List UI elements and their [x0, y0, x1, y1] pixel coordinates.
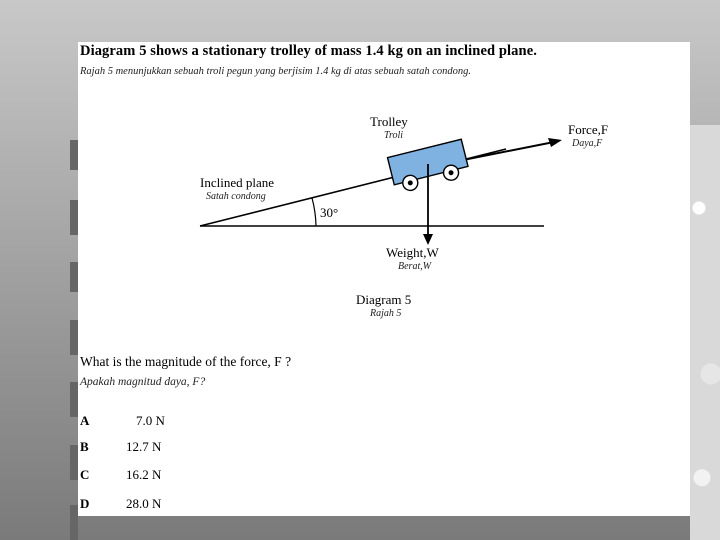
decorative-stripe [70, 382, 78, 417]
option-letter: A [80, 413, 90, 428]
decorative-stripe [70, 140, 78, 170]
force-arrow-line [458, 142, 554, 161]
option-letter: C [80, 467, 90, 482]
trolley-label: Trolley [370, 114, 408, 129]
question-title-malay: Rajah 5 menunjukkan sebuah troli pegun yang berjisim 1.4 kg di atas sebuah satah condong. [80, 66, 471, 77]
weight-arrowhead [423, 234, 433, 245]
angle-label: 30° [320, 205, 339, 220]
decorative-stripe [70, 200, 78, 235]
angle-arc [312, 198, 316, 226]
decorative-stripe [70, 262, 78, 292]
option-value: 12.7 N [126, 439, 162, 454]
question-prompt-malay: Apakah magnitud daya, F? [80, 376, 206, 388]
diagram-caption: Diagram 5 [356, 292, 412, 307]
question-slide [78, 42, 690, 516]
inclined-plane-label-malay: Satah condong [206, 191, 266, 202]
marble-background-panel [690, 125, 720, 540]
option-value: 16.2 N [126, 467, 162, 482]
question-title-english: Diagram 5 shows a stationary trolley of mass 1.4 kg on an inclined plane. [80, 43, 537, 59]
inclined-plane-label: Inclined plane [200, 175, 274, 190]
force-label-malay: Daya,F [572, 138, 603, 149]
option-value: 28.0 N [126, 496, 162, 511]
option-value: 7.0 N [136, 413, 165, 428]
force-arrowhead [548, 138, 562, 147]
force-label: Force,F [568, 122, 609, 137]
diagram-caption-malay: Rajah 5 [370, 308, 402, 319]
option-letter: D [80, 496, 90, 511]
question-prompt-english: What is the magnitude of the force, F ? [80, 354, 292, 369]
decorative-stripe [70, 320, 78, 355]
decorative-stripe [70, 445, 78, 480]
trolley-body [387, 139, 470, 194]
weight-label-malay: Berat,W [398, 261, 432, 272]
trolley-label-malay: Troli [384, 130, 404, 141]
option-letter: B [80, 439, 89, 454]
decorative-stripe [70, 505, 78, 540]
weight-label: Weight,W [386, 245, 439, 260]
